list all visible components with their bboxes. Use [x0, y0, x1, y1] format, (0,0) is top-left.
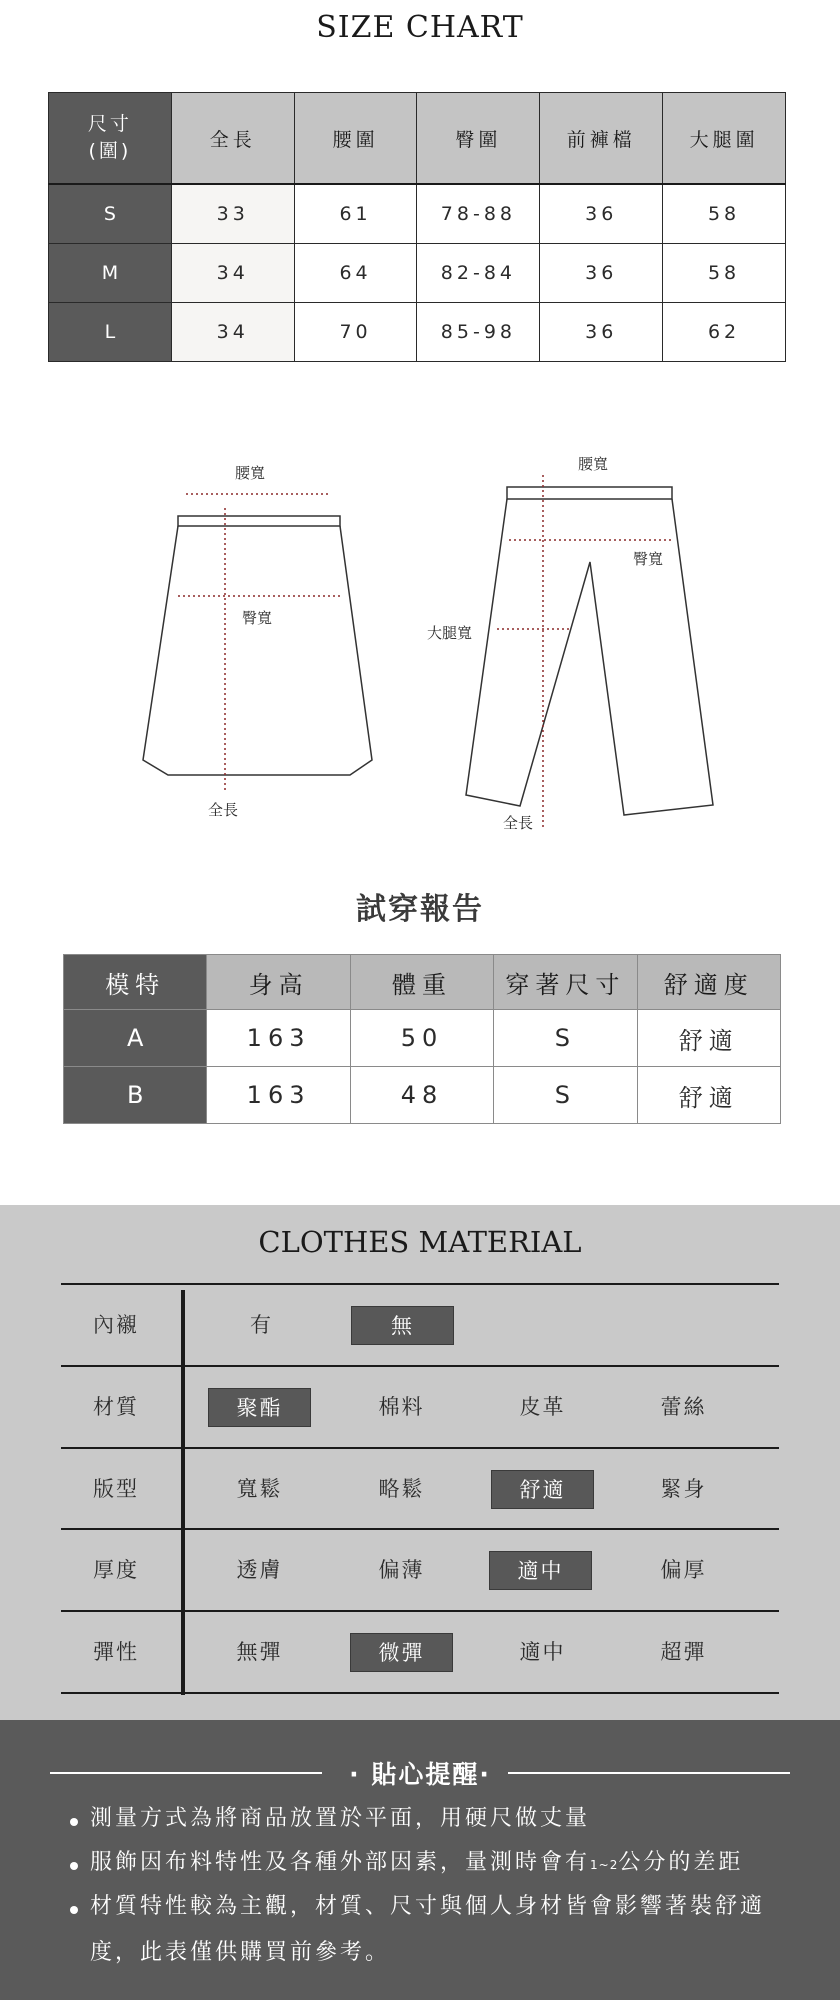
material-label: 版型 [93, 1477, 139, 1501]
material-label: 彈性 [93, 1640, 139, 1664]
skirt-illustration [143, 516, 372, 775]
reminder-title: · 貼心提醒· [349, 1760, 491, 1789]
reminder-item: 材質特性較為主觀，材質、尺寸與個人身材皆會影響著裝舒適 [90, 1894, 766, 1919]
bullet-icon [70, 1862, 78, 1870]
table-cell: 舒適 [637, 1010, 780, 1067]
reminder-section [0, 1720, 840, 2000]
col-header-length: 全長 [171, 93, 294, 185]
pants-thigh-label: 大腿寬 [427, 624, 473, 642]
fitting-header-row [64, 955, 781, 1010]
col-header-thigh: 大腿圍 [663, 93, 786, 185]
table-row [64, 1010, 781, 1067]
table-cell: 34 [171, 303, 294, 362]
table-cell: 78-88 [417, 184, 540, 244]
material-option-selected: 無 [351, 1306, 454, 1345]
model-label: B [64, 1067, 207, 1124]
table-cell: 36 [540, 303, 663, 362]
table-row [49, 184, 786, 244]
corner-label-line2: (圍) [88, 140, 132, 162]
material-label: 厚度 [93, 1558, 139, 1582]
material-label: 材質 [93, 1395, 139, 1419]
material-option: 偏厚 [660, 1558, 707, 1582]
skirt-waist-label: 腰寬 [235, 464, 266, 482]
table-cell: 36 [540, 184, 663, 244]
material-option: 超彈 [660, 1640, 707, 1664]
table-cell: 48 [350, 1067, 493, 1124]
skirt-length-label: 全長 [208, 801, 239, 819]
table-cell: 70 [294, 303, 417, 362]
material-option: 蕾絲 [660, 1395, 707, 1419]
size-chart-table [48, 92, 786, 362]
size-header-row [49, 93, 786, 185]
measurement-diagram [0, 440, 840, 840]
col-header-worn-size: 穿著尺寸 [494, 955, 637, 1010]
clothes-material-section [0, 1205, 840, 1720]
table-row [64, 1067, 781, 1124]
reminder-item [90, 1850, 743, 1876]
material-option: 無彈 [236, 1640, 283, 1664]
table-cell: 85-98 [417, 303, 540, 362]
table-cell: 163 [207, 1010, 350, 1067]
reminder-item-range: 1~2 [590, 1858, 619, 1872]
material-row-fabric [61, 1367, 779, 1448]
material-option-selected: 舒適 [491, 1470, 594, 1509]
material-option-selected: 聚酯 [208, 1388, 311, 1427]
material-option: 有 [250, 1313, 273, 1337]
fitting-report-table [63, 954, 781, 1124]
col-header-rise: 前褲檔 [540, 93, 663, 185]
material-option: 適中 [519, 1640, 566, 1664]
material-option: 緊身 [660, 1477, 707, 1501]
col-header-waist: 腰圍 [294, 93, 417, 185]
material-row-fit [61, 1449, 779, 1530]
material-label: 內襯 [93, 1313, 139, 1337]
material-row-lining [61, 1285, 779, 1366]
pants-measure-lines [497, 475, 672, 830]
model-label: A [64, 1010, 207, 1067]
skirt-hip-label: 臀寬 [242, 609, 273, 627]
pants-waistband [507, 487, 672, 499]
fitting-report-title: 試穿報告 [356, 892, 484, 927]
material-option: 透膚 [236, 1558, 283, 1582]
table-cell: S [494, 1067, 637, 1124]
size-corner-header [49, 93, 172, 185]
table-cell: 62 [663, 303, 786, 362]
material-option-selected: 微彈 [350, 1633, 453, 1672]
pants-hip-label: 臀寬 [633, 550, 664, 568]
reminder-item: 測量方式為將商品放置於平面，用硬尺做丈量 [90, 1806, 591, 1831]
material-row-thickness [61, 1530, 779, 1611]
table-row [49, 303, 786, 362]
table-cell: 34 [171, 244, 294, 303]
size-label: S [49, 184, 172, 244]
table-row [49, 244, 786, 303]
col-header-model: 模特 [64, 955, 207, 1010]
material-option: 寬鬆 [236, 1477, 283, 1501]
col-header-comfort: 舒適度 [637, 955, 780, 1010]
material-row-stretch [61, 1612, 779, 1693]
table-cell: 61 [294, 184, 417, 244]
bullet-icon [70, 1906, 78, 1914]
table-cell: 36 [540, 244, 663, 303]
reminder-item-text: 服飾因布料特性及各種外部因素，量測時會有 [90, 1850, 591, 1875]
reminder-item-text: 公分的差距 [618, 1850, 744, 1875]
size-chart-title: SIZE CHART [316, 10, 524, 45]
col-header-height: 身高 [207, 955, 350, 1010]
pants-illustration [466, 487, 713, 815]
col-header-weight: 體重 [350, 955, 493, 1010]
material-title: CLOTHES MATERIAL [258, 1225, 582, 1259]
col-header-hip: 臀圍 [417, 93, 540, 185]
table-cell: 舒適 [637, 1067, 780, 1124]
skirt-measure-lines [178, 494, 340, 790]
pants-body [466, 499, 713, 815]
material-option: 略鬆 [378, 1477, 425, 1501]
material-option: 棉料 [378, 1395, 425, 1419]
table-cell: 163 [207, 1067, 350, 1124]
reminder-item-continued: 度，此表僅供購買前參考。 [90, 1940, 391, 1965]
skirt-waistband [178, 516, 340, 526]
pants-waist-label: 腰寬 [578, 455, 609, 473]
skirt-body [143, 526, 372, 775]
bullet-icon [70, 1818, 78, 1826]
table-cell: S [494, 1010, 637, 1067]
table-cell: 33 [171, 184, 294, 244]
corner-label-line1: 尺寸 [87, 113, 132, 136]
table-cell: 58 [663, 244, 786, 303]
table-cell: 50 [350, 1010, 493, 1067]
material-option: 偏薄 [378, 1558, 425, 1582]
pants-length-label: 全長 [503, 814, 534, 832]
material-option-selected: 適中 [489, 1551, 592, 1590]
table-cell: 82-84 [417, 244, 540, 303]
table-cell: 58 [663, 184, 786, 244]
size-label: M [49, 244, 172, 303]
table-cell: 64 [294, 244, 417, 303]
material-option: 皮革 [519, 1395, 566, 1419]
size-label: L [49, 303, 172, 362]
